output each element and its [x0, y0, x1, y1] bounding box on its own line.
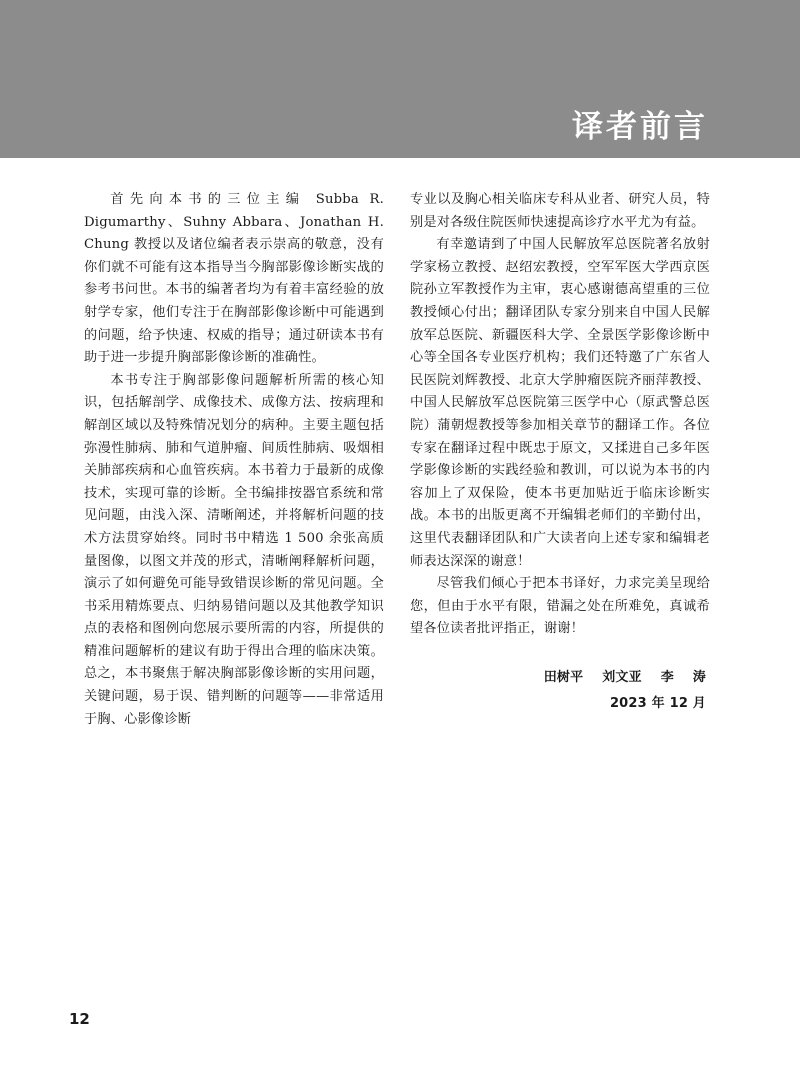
paragraph-continuation: 专业以及胸心相关临床专科从业者、研究人员，特别是对各级住院医师快速提高诊疗水平尤为有益。: [410, 192, 710, 230]
paragraph-book-focus: 本书专注于胸部影像问题解析所需的核心知识，包括解剖学、成像技术、成像方法、按病理和解剖区域以及特殊情况划分的病种。主要主题包括弥漫性肺病、肺和气道肿瘤、间质性肺病、吸烟相关肺部疾病和心血管疾病。本书着力于最新的成像技术，实现可靠的诊断。全书编排按器官系统和常见问题，由浅入深、清晰阐述，并将解析问题的技术方法贯穿始终。同时书中精选 1 500 余张高质量图像，以图文并茂的形式，清晰阐释解析问题，演示了如何避免可能导致错误诊断的常见问题。全书采用精炼要点、归纳易错问题以及其他教学知识点的表格和图例向您展示要所需的内容，所提供的精准问题解析的建议有助于得出合理的临床决策。总之，本书聚焦于解决胸部影像诊断的实用问题，关键问题，易于误、错判断的问题等——非常适用于胸、心影像诊断: [84, 372, 384, 727]
page-title: 译者前言: [572, 109, 708, 145]
header-band: [0, 0, 800, 158]
page-number: 12: [69, 1010, 90, 1028]
translator-names: 田树平 刘文亚 李 涛: [543, 669, 706, 685]
right-column: [410, 189, 710, 717]
paragraph-acknowledgment: 首先向本书的三位主编 Subba R. Digumarthy、Suhny Abbara、Jonathan H. Chung 教授以及诸位编者表示崇高的敬意，没有你们就不可能有这本指导当今胸部影像诊断实战的参考书问世。本书的编著者均为有着丰富经验的放射学专家，他们专注于在胸部影像诊断中可能遇到的问题，给予快速、权威的指导；通过研读本书有助于进一步提升胸部影像诊断的准确性。: [84, 192, 384, 366]
paragraph-thanks: 有幸邀请到了中国人民解放军总医院著名放射学家杨立教授、赵绍宏教授，空军军医大学西京医院孙立军教授作为主审，衷心感谢德高望重的三位教授倾心付出；翻译团队专家分别来自中国人民解放军总医院、新疆医科大学、全景医学影像诊断中心等全国各专业医疗机构；我们还特邀了广东省人民医院刘辉教授、北京大学肿瘤医院齐丽萍教授、中国人民解放军总医院第三医学中心（原武警总医院）蒲朝煜教授等参加相关章节的翻译工作。各位专家在翻译过程中既忠于原文，又揉进自己多年医学影像诊断的实践经验和教训，可以说为本书的内容加上了双保险，使本书更加贴近于临床诊断实战。本书的出版更离不开编辑老师们的辛勤付出，这里代表翻译团队和广大读者向上述专家和编辑老师表达深深的谢意！: [410, 237, 710, 569]
signature-date: 2023 年 12 月: [609, 695, 706, 711]
signature-block: [410, 665, 710, 717]
left-column: [84, 189, 384, 731]
paragraph-closing: 尽管我们倾心于把本书译好，力求完美呈现给您，但由于水平有限，错漏之处在所难免，真诚希望各位读者批评指正，谢谢！: [410, 576, 710, 637]
